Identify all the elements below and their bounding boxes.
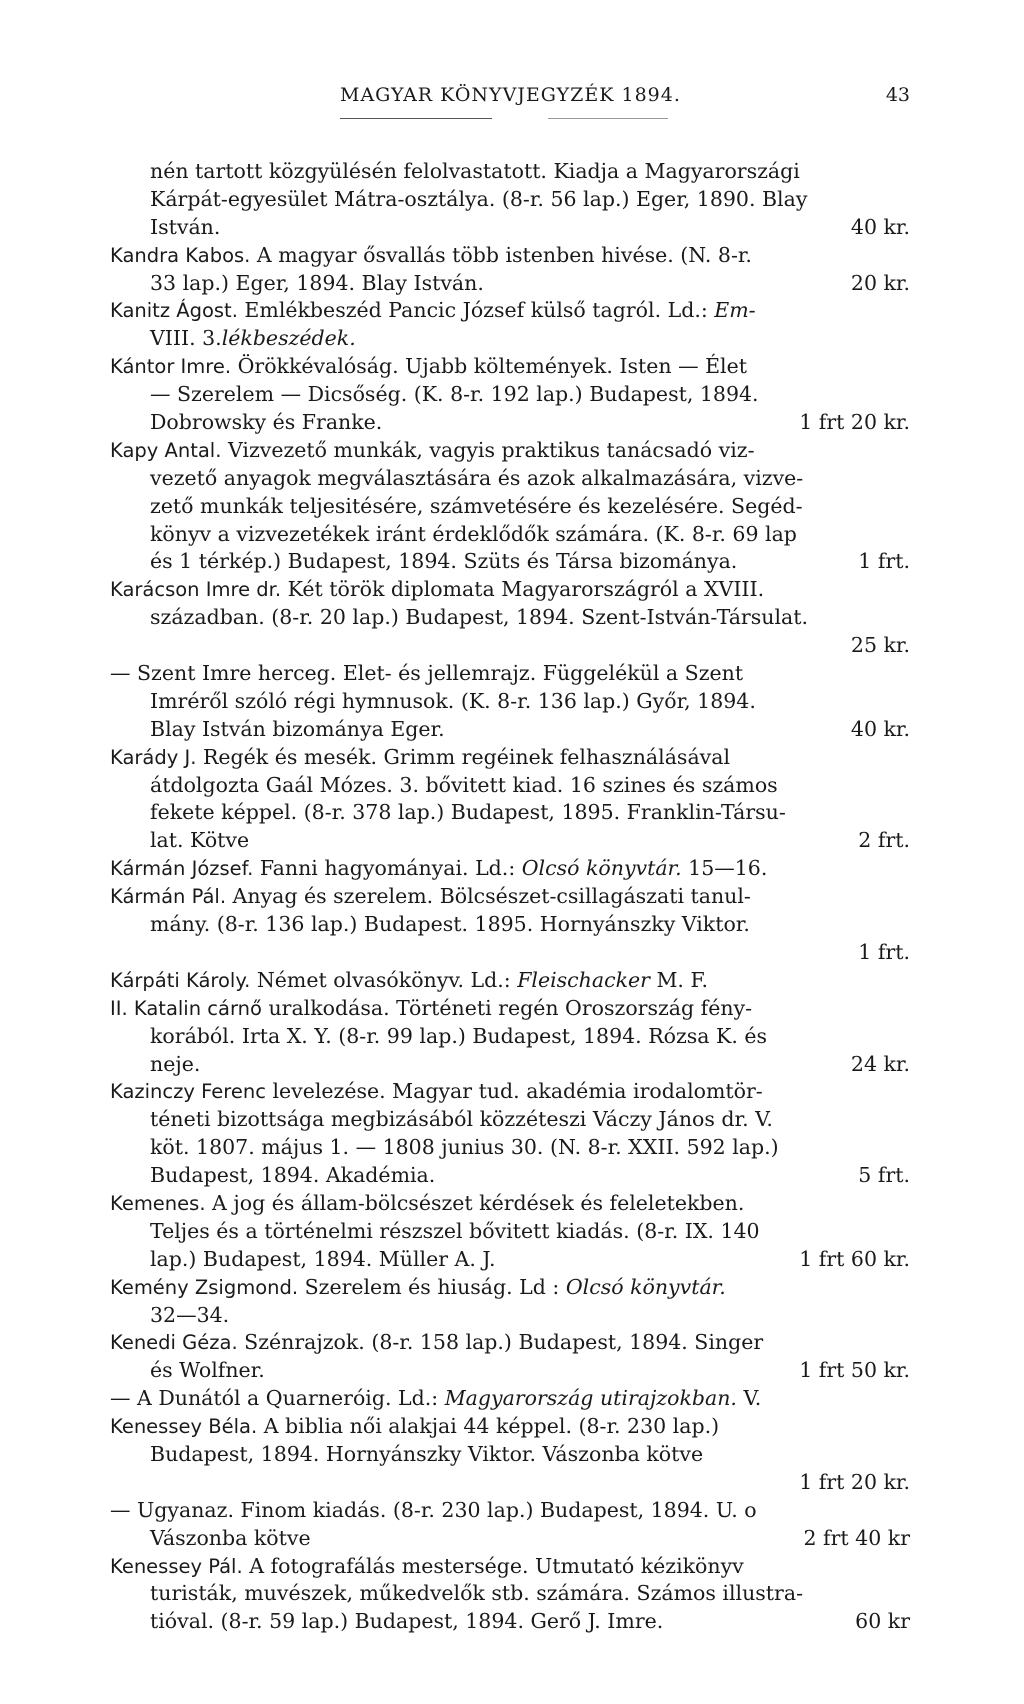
entry-italic: Magyarország utirajzokban. xyxy=(444,1386,737,1411)
entry-text: Szénrajzok. (8-r. 158 lap.) Budapest, 1894. Singer xyxy=(237,1330,764,1355)
entry-text: téneti bizottsága megbizásából közzéteszi Váczy János dr. V. xyxy=(150,1107,773,1132)
text-line xyxy=(110,1608,910,1636)
entry-text: és 1 térkép.) Budapest, 1894. Szüts és Társa bizománya. xyxy=(150,549,738,574)
text-line xyxy=(110,660,910,688)
entry-text: levelezése. Magyar tud. akadémia irodalomtör- xyxy=(265,1079,763,1104)
entry-text: István. xyxy=(150,214,221,239)
entry-text: könyv a vizvezetékek iránt érdeklődők számára. (K. 8-r. 69 lap xyxy=(150,521,797,546)
entry-price: 40 kr. xyxy=(850,214,910,239)
entry-text: Vizvezető munkák, vagyis praktikus tanácsadó viz- xyxy=(221,437,755,462)
entry-heading: Karácson Imre dr. xyxy=(110,578,282,602)
text-line xyxy=(110,353,910,381)
text-line xyxy=(110,1385,910,1413)
text-line xyxy=(110,521,910,549)
entry-heading: Kárpáti Károly. xyxy=(110,968,251,992)
entry-heading: II. Katalin cárnő xyxy=(110,996,262,1020)
entry-text: Imréről szóló régi hymnusok. (K. 8-r. 136 lap.) Győr, 1894. xyxy=(150,688,756,713)
text-line xyxy=(110,437,910,465)
text-line xyxy=(110,1023,910,1051)
text-line xyxy=(110,270,910,298)
entry-heading: Kenessey Béla. xyxy=(110,1415,258,1439)
entry-text: köt. 1807. május 1. — 1808 junius 30. (N. 8-r. XXII. 592 lap.) xyxy=(150,1135,779,1160)
entry-price: 1 frt 20 kr. xyxy=(799,1469,910,1494)
entry-text: korából. Irta X. Y. (8-r. 99 lap.) Budapest, 1894. Rózsa K. és xyxy=(150,1023,768,1048)
entry-text: A biblia női alakjai 44 képpel. (8-r. 230 lap.) xyxy=(257,1414,720,1439)
entry-heading: Kapy Antal. xyxy=(110,438,222,462)
entry-text: tióval. (8-r. 59 lap.) Budapest, 1894. Gerő J. Imre. xyxy=(150,1609,664,1634)
running-title: MAGYAR KÖNYVJEGYZÉK 1894. xyxy=(340,84,681,106)
entry-price: 5 frt. xyxy=(858,1163,910,1188)
entry-text: Német olvasókönyv. Ld.: xyxy=(250,967,518,992)
text-line xyxy=(110,1441,910,1469)
text-line xyxy=(110,688,910,716)
entry-price: 60 kr xyxy=(855,1609,910,1634)
entry-text: Kárpát-egyesület Mátra-osztálya. (8-r. 56 lap.) Eger, 1890. Blay xyxy=(150,186,808,211)
text-line xyxy=(110,911,910,939)
text-line xyxy=(110,1106,910,1134)
text-line xyxy=(110,1274,910,1302)
header-rule xyxy=(340,118,492,119)
text-line xyxy=(110,827,910,855)
entry-text: — Szent Imre herceg. Elet- és jellemrajz. Függelékül a Szent xyxy=(110,661,744,686)
entry-price: 1 frt 60 kr. xyxy=(799,1246,910,1271)
entry-text: Budapest, 1894. Hornyánszky Viktor. Vászonba kötve xyxy=(150,1441,704,1466)
entry-text: Szerelem és hiuság. Ld : xyxy=(298,1274,566,1299)
text-line xyxy=(110,772,910,800)
entry-text-tail: M. F. xyxy=(649,967,709,992)
entry-price: 24 kr. xyxy=(850,1051,910,1076)
entry-text: nén tartott közgyülésén felolvastatott. Kiadja a Magyarországi xyxy=(150,159,800,183)
entry-text: mány. (8-r. 136 lap.) Budapest. 1895. Hornyánszky Viktor. xyxy=(150,912,750,937)
text-line xyxy=(110,1078,910,1106)
entry-text: Budapest, 1894. Akadémia. xyxy=(150,1163,436,1188)
entry-text: Két török diplomata Magyarországról a XVIII. xyxy=(281,577,765,602)
text-line xyxy=(110,1357,910,1385)
entry-italic: lékbeszédek. xyxy=(221,326,356,351)
entry-text: vezető anyagok megválasztására és azok alkalmazására, vizve- xyxy=(150,465,804,490)
entry-heading: Kazinczy Ferenc xyxy=(110,1080,266,1104)
entry-heading: Kántor Imre. xyxy=(110,355,232,379)
entry-italic: Em- xyxy=(714,298,756,323)
text-line xyxy=(110,465,910,493)
entry-price: 1 frt 20 kr. xyxy=(799,410,910,435)
entry-heading: Kenedi Géza. xyxy=(110,1331,238,1355)
text-line xyxy=(110,576,910,604)
entry-price: 40 kr. xyxy=(850,716,910,741)
entry-price: 1 frt 50 kr. xyxy=(799,1358,910,1383)
entry-text: és Wolfner. xyxy=(150,1358,265,1383)
entry-text: uralkodása. Történeti regén Oroszország fény- xyxy=(261,995,753,1020)
text-line xyxy=(110,381,910,409)
entry-text: átdolgozta Gaál Mózes. 3. bővitett kiad. 16 szines és számos xyxy=(150,772,778,797)
entry-text: Vászonba kötve xyxy=(150,1525,311,1550)
entry-text: Teljes és a történelmi részszel bővitett kiadás. (8-r. IX. 140 xyxy=(150,1218,760,1243)
entry-italic: Olcsó könyvtár. xyxy=(565,1274,726,1299)
text-line xyxy=(110,744,910,772)
header-rule-dotted xyxy=(548,118,668,119)
text-line xyxy=(110,799,910,827)
text-line xyxy=(110,1246,910,1274)
entry-text: A jog és állam-bölcsészet kérdések és feleletekben. xyxy=(205,1190,745,1215)
entry-heading: Kármán József. xyxy=(110,857,254,881)
entry-text: — Szerelem — Dicsőség. (K. 8-r. 192 lap.) Budapest, 1894. xyxy=(150,382,759,407)
entry-text: Anyag és szerelem. Bölcsészet-csillagászati tanul- xyxy=(226,884,751,909)
entry-text: lat. Kötve xyxy=(150,828,250,853)
text-line xyxy=(110,1051,910,1079)
text-line xyxy=(110,604,910,632)
entry-heading: Kemenes. xyxy=(110,1191,206,1215)
text-line xyxy=(110,493,910,521)
entry-price: 2 frt 40 kr xyxy=(803,1525,910,1550)
entry-text-tail: V. xyxy=(736,1386,762,1411)
text-line xyxy=(110,716,910,744)
entry-text: Fanni hagyományai. Ld.: xyxy=(253,856,522,881)
text-line xyxy=(110,548,910,576)
entry-heading: Kenessey Pál. xyxy=(110,1554,243,1578)
entry-price: 1 frt. xyxy=(858,549,910,574)
entry-italic: Olcsó könyvtár. xyxy=(521,856,682,881)
text-line xyxy=(110,1329,910,1357)
entry-text: VIII. 3. xyxy=(150,326,222,351)
text-line xyxy=(110,158,910,186)
entry-price: 1 frt. xyxy=(858,939,910,964)
text-line xyxy=(110,1218,910,1246)
entry-heading: Karády J. xyxy=(110,745,197,769)
entry-heading: Kármán Pál. xyxy=(110,885,227,909)
entry-text: A magyar ősvallás több istenben hivése. (N. 8-r. xyxy=(250,242,752,267)
text-line xyxy=(110,1497,910,1525)
entry-heading: Kanitz Ágost. xyxy=(110,299,238,323)
entry-text: Dobrowsky és Franke. xyxy=(150,410,383,435)
text-line xyxy=(110,242,910,270)
entry-text: lap.) Budapest, 1894. Müller A. J. xyxy=(150,1246,496,1271)
text-line xyxy=(110,967,910,995)
text-line xyxy=(110,939,910,967)
entry-text: A fotografálás mestersége. Utmutató kézikönyv xyxy=(242,1553,744,1578)
entry-text: Regék és mesék. Grimm regéinek felhasználásával xyxy=(196,744,731,769)
text-line xyxy=(110,632,910,660)
entry-text: Örökkévalóság. Ujabb költemények. Isten — Élet xyxy=(231,354,747,379)
text-line xyxy=(110,883,910,911)
entry-list xyxy=(110,158,910,1636)
text-line xyxy=(110,1134,910,1162)
text-line xyxy=(110,325,910,353)
entry-text: turisták, muvészek, műkedvelők stb. számára. Számos illustra- xyxy=(150,1581,803,1606)
text-line xyxy=(110,186,910,214)
text-line xyxy=(110,1302,910,1330)
text-line xyxy=(110,1413,910,1441)
text-line xyxy=(110,1525,910,1553)
page-number: 43 xyxy=(885,84,910,106)
text-line xyxy=(110,409,910,437)
entry-text: 32—34. xyxy=(150,1302,230,1327)
text-line xyxy=(110,297,910,325)
entry-text: — Ugyanaz. Finom kiadás. (8-r. 230 lap.) Budapest, 1894. U. o xyxy=(110,1497,757,1522)
entry-text: Emlékbeszéd Pancic József külső tagról. Ld.: xyxy=(237,298,715,323)
text-line xyxy=(110,1553,910,1581)
entry-text: században. (8-r. 20 lap.) Budapest, 1894. Szent-István-Társulat. xyxy=(150,605,808,630)
entry-text: 33 lap.) Eger, 1894. Blay István. xyxy=(150,270,484,295)
text-line xyxy=(110,1580,910,1608)
entry-price: 25 kr. xyxy=(850,633,910,658)
entry-text: zető munkák teljesitésére, számvetésére és kezelésére. Segéd- xyxy=(150,493,803,518)
text-line xyxy=(110,995,910,1023)
entry-text: fekete képpel. (8-r. 378 lap.) Budapest, 1895. Franklin-Társu- xyxy=(150,800,786,825)
entry-price: 20 kr. xyxy=(850,270,910,295)
page-header xyxy=(110,76,910,120)
entry-text-tail: 15—16. xyxy=(681,856,768,881)
entry-text: neje. xyxy=(150,1051,201,1076)
text-line xyxy=(110,855,910,883)
entry-text: — A Dunától a Quarneróig. Ld.: xyxy=(110,1386,445,1411)
entry-heading: Kemény Zsigmond. xyxy=(110,1275,299,1299)
text-line xyxy=(110,214,910,242)
entry-price: 2 frt. xyxy=(858,828,910,853)
entry-text: Blay István bizománya Eger. xyxy=(150,716,445,741)
text-line xyxy=(110,1190,910,1218)
entry-italic: Fleischacker xyxy=(517,967,650,992)
text-line xyxy=(110,1469,910,1497)
entry-heading: Kandra Kabos. xyxy=(110,243,251,267)
text-line xyxy=(110,1162,910,1190)
